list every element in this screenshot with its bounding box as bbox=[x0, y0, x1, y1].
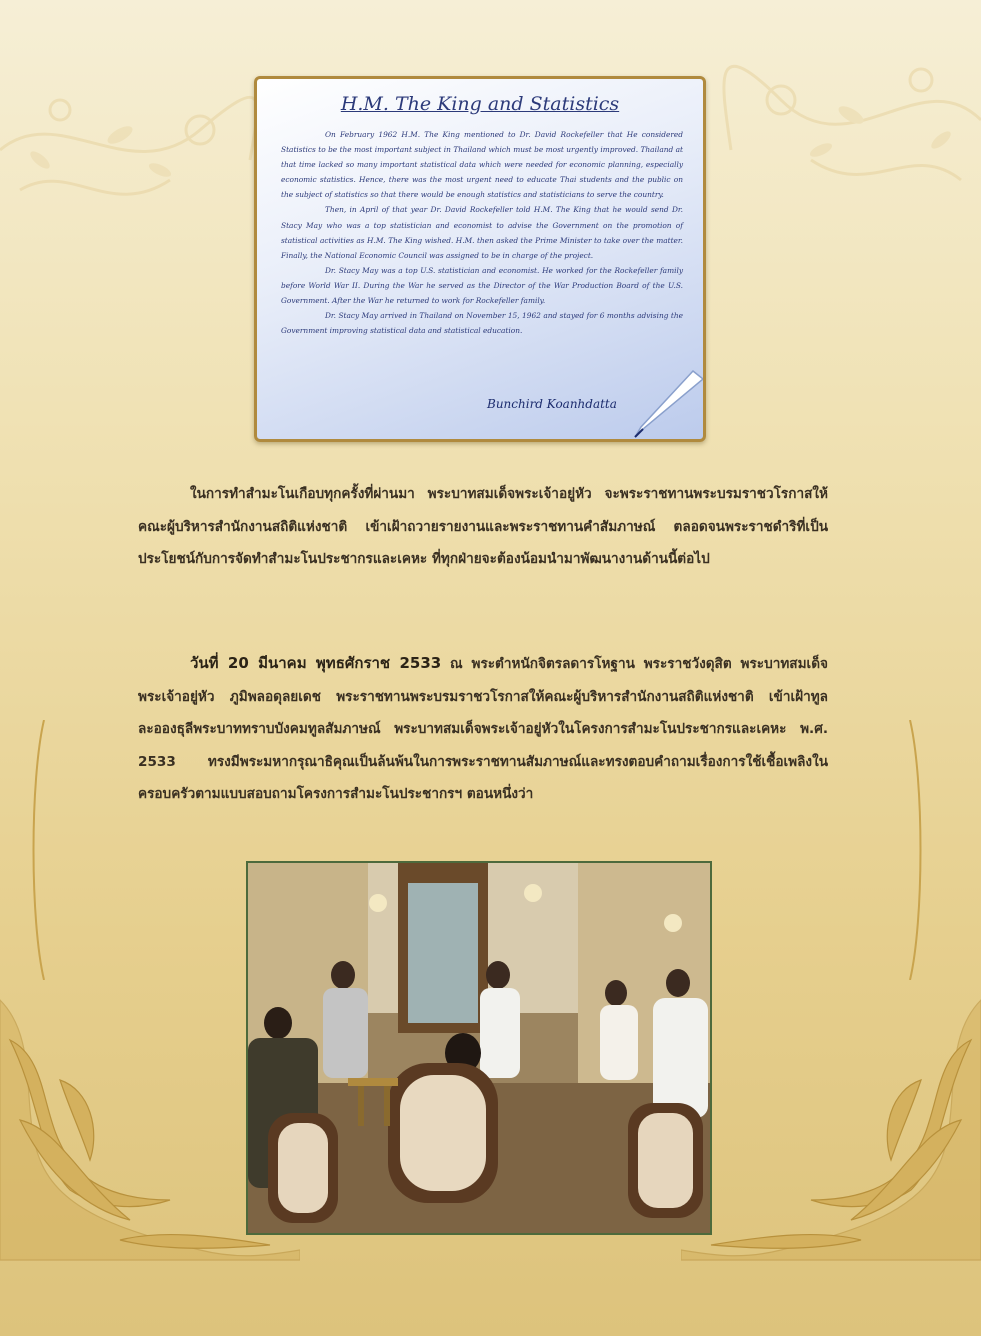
body-paragraph-2 bbox=[138, 647, 828, 811]
letter-signature: Bunchird Koanhdatta bbox=[487, 397, 617, 411]
floral-swirl-ornament-left bbox=[0, 40, 270, 240]
letter-body bbox=[281, 127, 683, 338]
paragraph-1-text: ในการทำสำมะโนเกือบทุกครั้งที่ผ่านมา พระบาทสมเด็จพระเจ้าอยู่หัว จะพระราชทานพระบรมราชวโรกาสให้คณะผู้บริหารสำนักงานสถิติแห่งชาติ เข้าเฝ้าถวายรายงานและพระราชทานคำสัมภาษณ์ ตลอดจนพระราชดำริที่เป็นประโยชน์กับการจัดทำสำมะโนประชากรและเคหะ ที่ทุกฝ่ายจะต้องน้อมนำมาพัฒนางานด้านนี้ต่อไป bbox=[138, 486, 828, 567]
fountain-pen-icon bbox=[613, 349, 703, 439]
floral-swirl-ornament-right bbox=[681, 20, 981, 220]
thai-kranok-corner-ornament-right bbox=[681, 960, 981, 1280]
letter-paragraph: On February 1962 H.M. The King mentioned to Dr. David Rockefeller that He considered Statistics to be the most important subject in Thailand which must be most urgently improved. Thailand at that time lacked so many important statistical data which were needed for economic planning, especially economic statistics. Hence, there was the most urgent need to educate Thai students and the public on the subject of statistics so that there would be enough statistics and statisticians to serve the country. bbox=[281, 130, 683, 200]
letter-card bbox=[254, 76, 706, 442]
paragraph-2-text: ณ พระตำหนักจิตรลดารโหฐาน พระราชวังดุสิต พระบาทสมเด็จพระเจ้าอยู่หัว ภูมิพลอดุลยเดช พระราชทานพระบรมราชวโรกาสให้คณะผู้บริหารสำนักงานสถิติแห่งชาติ เข้าเฝ้าทูลละอองธุลีพระบาททราบบังคมทูลสัมภาษณ์ พระบาทสมเด็จพระเจ้าอยู่หัวในโครงการสำมะโนประชากรและเคหะ พ.ศ. 2533 ทรงมีพระมหากรุณาธิคุณเป็นล้นพ้นในการพระราชทานสัมภาษณ์และทรงตอบคำถามเรื่องการใช้เชื้อเพลิงในครอบครัวตามแบบสอบถามโครงการสำมะโนประชากรฯ ตอนหนึ่งว่า bbox=[138, 656, 828, 802]
left-frame-arc bbox=[28, 720, 48, 980]
letter-title: H.M. The King and Statistics bbox=[340, 93, 620, 115]
letter-paragraph: Dr. Stacy May arrived in Thailand on November 15, 1962 and stayed for 6 months advising the Government improving statistical data and statistical education. bbox=[281, 311, 683, 336]
right-frame-arc bbox=[906, 720, 926, 980]
paragraph-2-date: วันที่ 20 มีนาคม พุทธศักราช 2533 bbox=[190, 654, 442, 672]
body-paragraph-1 bbox=[138, 478, 828, 576]
royal-audience-photo bbox=[246, 861, 712, 1235]
letter-paragraph: Then, in April of that year Dr. David Rockefeller told H.M. The King that he would send Dr. Stacy May who was a top statistician and economist to advise the Government on the promotion of statistical activities as H.M. The King wished. H.M. then asked the Prime Minister to take over the matter. Finally, the National Economic Council was assigned to be in charge of the project. bbox=[281, 205, 683, 260]
letter-paragraph: Dr. Stacy May was a top U.S. statistician and economist. He worked for the Rockefeller family before World War II. During the War he served as the Director of the War Production Board of the U.S. Government. After the War he returned to work for Rockefeller family. bbox=[281, 265, 683, 306]
